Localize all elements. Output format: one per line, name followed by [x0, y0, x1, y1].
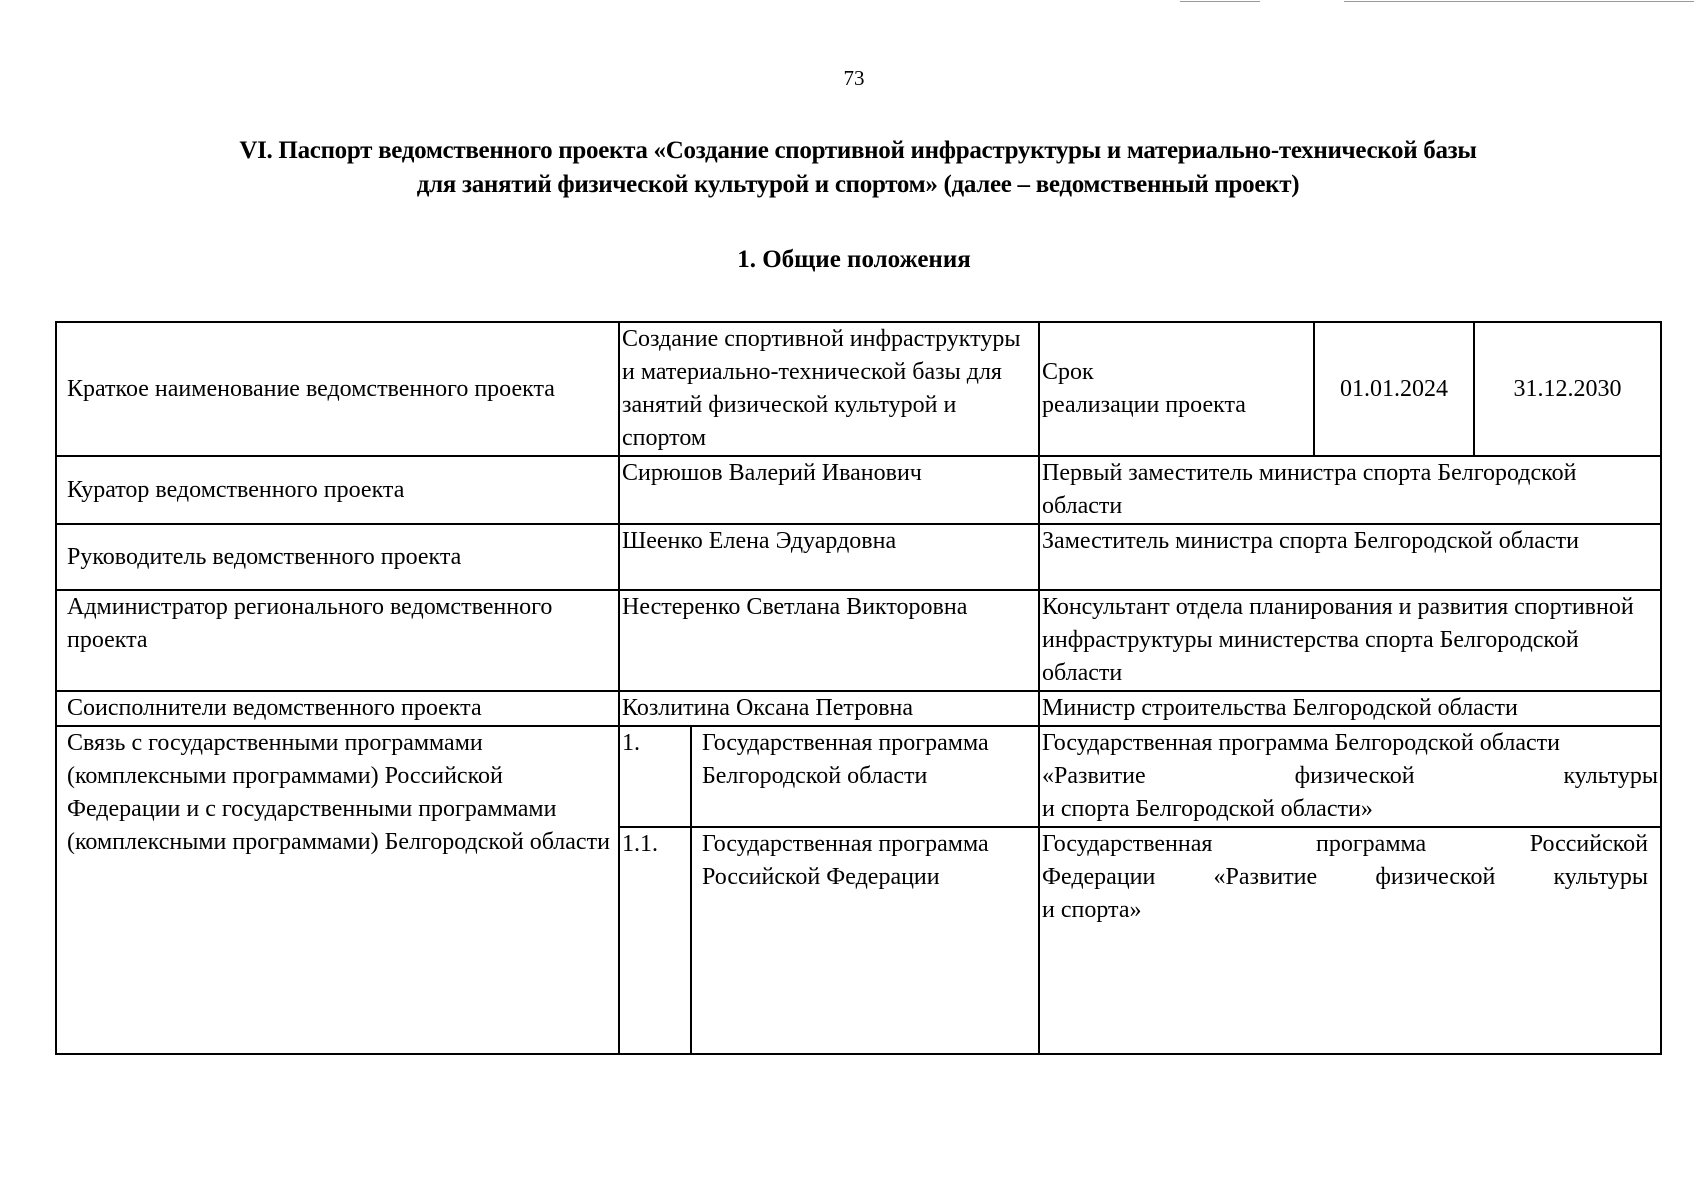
program-type: Государственная программа Российской Федерации — [691, 827, 1039, 1054]
coexecutors-position: Министр строительства Белгородской области — [1039, 691, 1661, 726]
general-provisions-table — [55, 321, 1662, 1055]
short-name-value: Создание спортивной инфраструктуры и материально-технической базы для занятий физической культурой и спортом — [619, 322, 1039, 456]
table-row-coexecutors — [56, 691, 1661, 726]
coexecutors-name: Козлитина Оксана Петровна — [619, 691, 1039, 726]
head-label: Руководитель ведомственного проекта — [56, 524, 619, 590]
scan-artifact-line — [1180, 1, 1260, 2]
section-heading: 1. Общие положения — [737, 246, 971, 273]
document-title — [60, 134, 1656, 202]
program-name-line-2: «Развитие физической культуры — [1042, 763, 1659, 789]
curator-position: Первый заместитель министра спорта Белгородской области — [1039, 456, 1661, 524]
term-label-line-1: Срок — [1042, 359, 1094, 385]
table-row-administrator — [56, 590, 1661, 691]
program-number: 1.1. — [619, 827, 691, 1054]
document-title-line-2: для занятий физической культурой и спортом» (далее – ведомственный проект) — [416, 171, 1300, 198]
administrator-position: Консультант отдела планирования и развития спортивной инфраструктуры министерства спорта Белгородской области — [1039, 590, 1661, 691]
coexecutors-label: Соисполнители ведомственного проекта — [56, 691, 619, 726]
end-date: 31.12.2030 — [1474, 322, 1661, 456]
table-row-head — [56, 524, 1661, 590]
program-name-line-3: и спорта» — [1042, 897, 1142, 923]
table-row-short-name — [56, 322, 1661, 456]
short-name-label: Краткое наименование ведомственного проекта — [56, 322, 619, 456]
scan-artifact-line — [1344, 1, 1694, 2]
page-number: 73 — [843, 66, 865, 90]
table-row-curator — [56, 456, 1661, 524]
head-name: Шеенко Елена Эдуардовна — [619, 524, 1039, 590]
program-name-line-2: Федерации «Развитие физической культуры — [1042, 864, 1649, 890]
programs-label: Связь с государственными программами (комплексными программами) Российской Федерации и с государственными программами (комплексными программами) Белгородской области — [56, 726, 619, 1054]
program-name-line-3: и спорта Белгородской области» — [1042, 796, 1373, 822]
program-name-line-1: Государственная программа Белгородской области — [1042, 730, 1560, 756]
head-position: Заместитель министра спорта Белгородской области — [1039, 524, 1661, 590]
term-label-line-2: реализации проекта — [1042, 392, 1246, 418]
start-date: 01.01.2024 — [1314, 322, 1474, 456]
curator-name: Сирюшов Валерий Иванович — [619, 456, 1039, 524]
administrator-label: Администратор регионального ведомственного проекта — [56, 590, 619, 691]
program-number: 1. — [619, 726, 691, 827]
program-name — [1039, 726, 1661, 827]
term-label — [1039, 322, 1314, 456]
curator-label: Куратор ведомственного проекта — [56, 456, 619, 524]
document-title-line-1: VI. Паспорт ведомственного проекта «Создание спортивной инфраструктуры и материально-технической базы — [239, 137, 1477, 164]
program-type: Государственная программа Белгородской области — [691, 726, 1039, 827]
program-name-line-1: Государственная программа Российской — [1042, 831, 1649, 857]
administrator-name: Нестеренко Светлана Викторовна — [619, 590, 1039, 691]
program-name — [1039, 827, 1661, 1054]
table-row-program-1 — [56, 726, 1661, 827]
